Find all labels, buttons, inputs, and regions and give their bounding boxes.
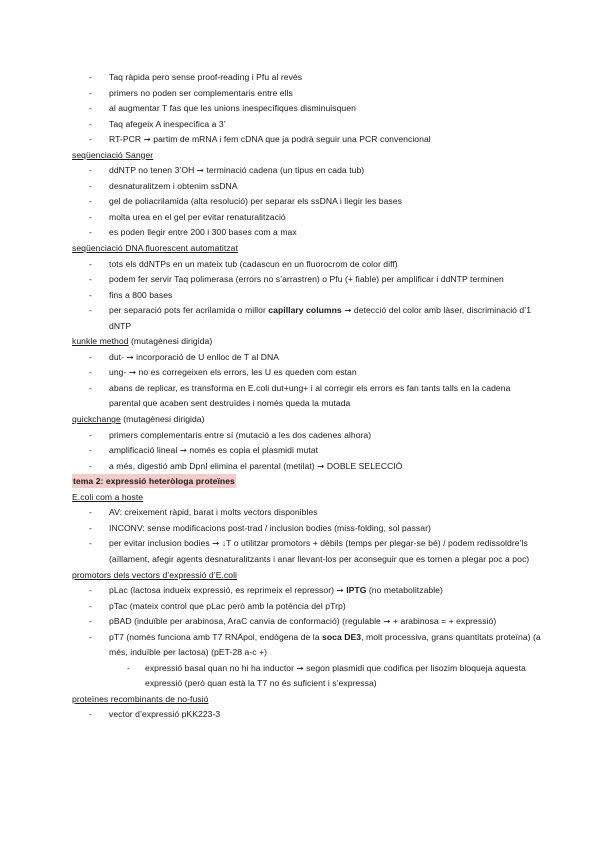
- list-item: - primers no poden ser complementaris entre ells: [89, 87, 293, 98]
- list-item: - pBAD (induïble per arabinosa, AraC canvia de conformació) (regulable ➞ + arabinosa = + expressió): [89, 616, 497, 627]
- list-item: - ung- ➞ no es corregeixen els errors, les U es queden com estan: [89, 367, 357, 378]
- list-item: - per separació pots fer acrilamida o millor capillary columns ➞ detecció del color amb làser, discriminació d’1 dNTP: [89, 305, 532, 331]
- sub-list-item: - expressió basal quan no hi ha inductor ➞ segon plasmidi que codifica per lisozim bloqueja aquesta expressió (però quan està la T7 no és suficient i s’expressa): [127, 662, 526, 689]
- section-heading: quickchange (mutagènesi dirigida): [72, 414, 205, 425]
- list-item: - ddNTP no tenen 3’OH ➞ terminació cadena (un tipus en cada tub): [89, 165, 365, 176]
- section-heading: E.coli com a hoste: [72, 491, 144, 502]
- topic-title: tema 2: expressió heteròloga proteïnes: [73, 476, 235, 487]
- list-item: - vector d’expressió pKK223-3: [89, 709, 221, 720]
- list-item: - Taq afegeix A inespecífica a 3’: [89, 118, 226, 129]
- list-item: - per evitar inclusion bodies ➞ ↓T o utilitzar promotors + dèbils (temps per plegar-se bé) / podem redissoldre’ls (aïllament, afegir agents desnaturalitzants i anar llevant-los per aconseguir que es tornen a plegar poc a poc): [89, 538, 530, 564]
- list-item: - al augmentar T fas que les unions inespecífiques disminuisquen: [89, 103, 356, 114]
- notes-content: [72, 70, 542, 723]
- section-heading: kunkle method (mutagènesi dirigida): [72, 336, 213, 347]
- list-item: - Taq ràpida pero sense proof-reading i Pfu al revés: [89, 72, 303, 82]
- list-item: - desnaturalitzem i obtenim ssDNA: [89, 180, 238, 191]
- list-item: - abans de replicar, es transforma en E.coli dut+ung+ i al corregir els errors es fan tants talls en la cadena parental que acaben sent destruïdes i només queda la mutada: [89, 382, 511, 409]
- list-item: - primers complementaris entre sí (mutació a les dos cadenes alhora): [89, 429, 372, 440]
- list-item: - pT7 (només funciona amb T7 RNApol, endògena de la soca DE3, molt processiva, grans quantitats proteïna) (a més, induïble per lactosa) (pET-28 a-c +): [89, 631, 541, 658]
- list-item: - es poden llegir entre 200 i 300 bases com a max: [89, 227, 297, 238]
- list-item: - podem fer servir Taq polimerasa (errors no s’arrastren) o Pfu (+ fiable) per amplificar i ddNTP terminen: [89, 274, 504, 285]
- section-heading: promotors dels vectors d’expressió d’E.coli: [72, 569, 238, 580]
- list-item: - amplificació lineal ➞ només es copia el plasmidi mutat: [89, 445, 319, 456]
- list-item: - pTac (mateix control que pLac però amb la potència del pTrp): [89, 600, 346, 611]
- list-item: - AV: creixement ràpid, barat i molts vectors disponibles: [89, 507, 318, 518]
- list-item: - RT-PCR ➞ partim de mRNA i fem cDNA que ja podrà seguir una PCR convencional: [89, 134, 431, 145]
- section-heading: seqüenciació DNA fluorescent automatitzat: [72, 243, 238, 254]
- list-item: - fins a 800 bases: [89, 289, 173, 300]
- section-heading: seqüenciació Sanger: [72, 149, 154, 160]
- list-item: - pLac (lactosa indueix expressió, es reprimeix el repressor) ➞ IPTG (no metabolitzable): [89, 585, 443, 596]
- list-item: - INCONV: sense modificacions post-trad / inclusion bodies (miss-folding, sol passar): [89, 522, 431, 533]
- list-item: - tots els ddNTPs en un mateix tub (cadascun en un fluorocrom de color diff): [89, 258, 398, 269]
- section-heading: proteïnes recombinants de no-fusió: [72, 693, 209, 704]
- list-item: - dut- ➞ incorporació de U enlloc de T al DNA: [89, 351, 280, 362]
- list-item: - gel de poliacrilamida (alta resolució) per separar els ssDNA i llegir les bases: [89, 196, 402, 207]
- list-item: - molta urea en el gel per evitar renaturalització: [89, 211, 286, 222]
- list-item: - a més, digestió amb DpnI elimina el parental (metilat) ➞ DOBLE SELECCIÓ: [89, 460, 403, 471]
